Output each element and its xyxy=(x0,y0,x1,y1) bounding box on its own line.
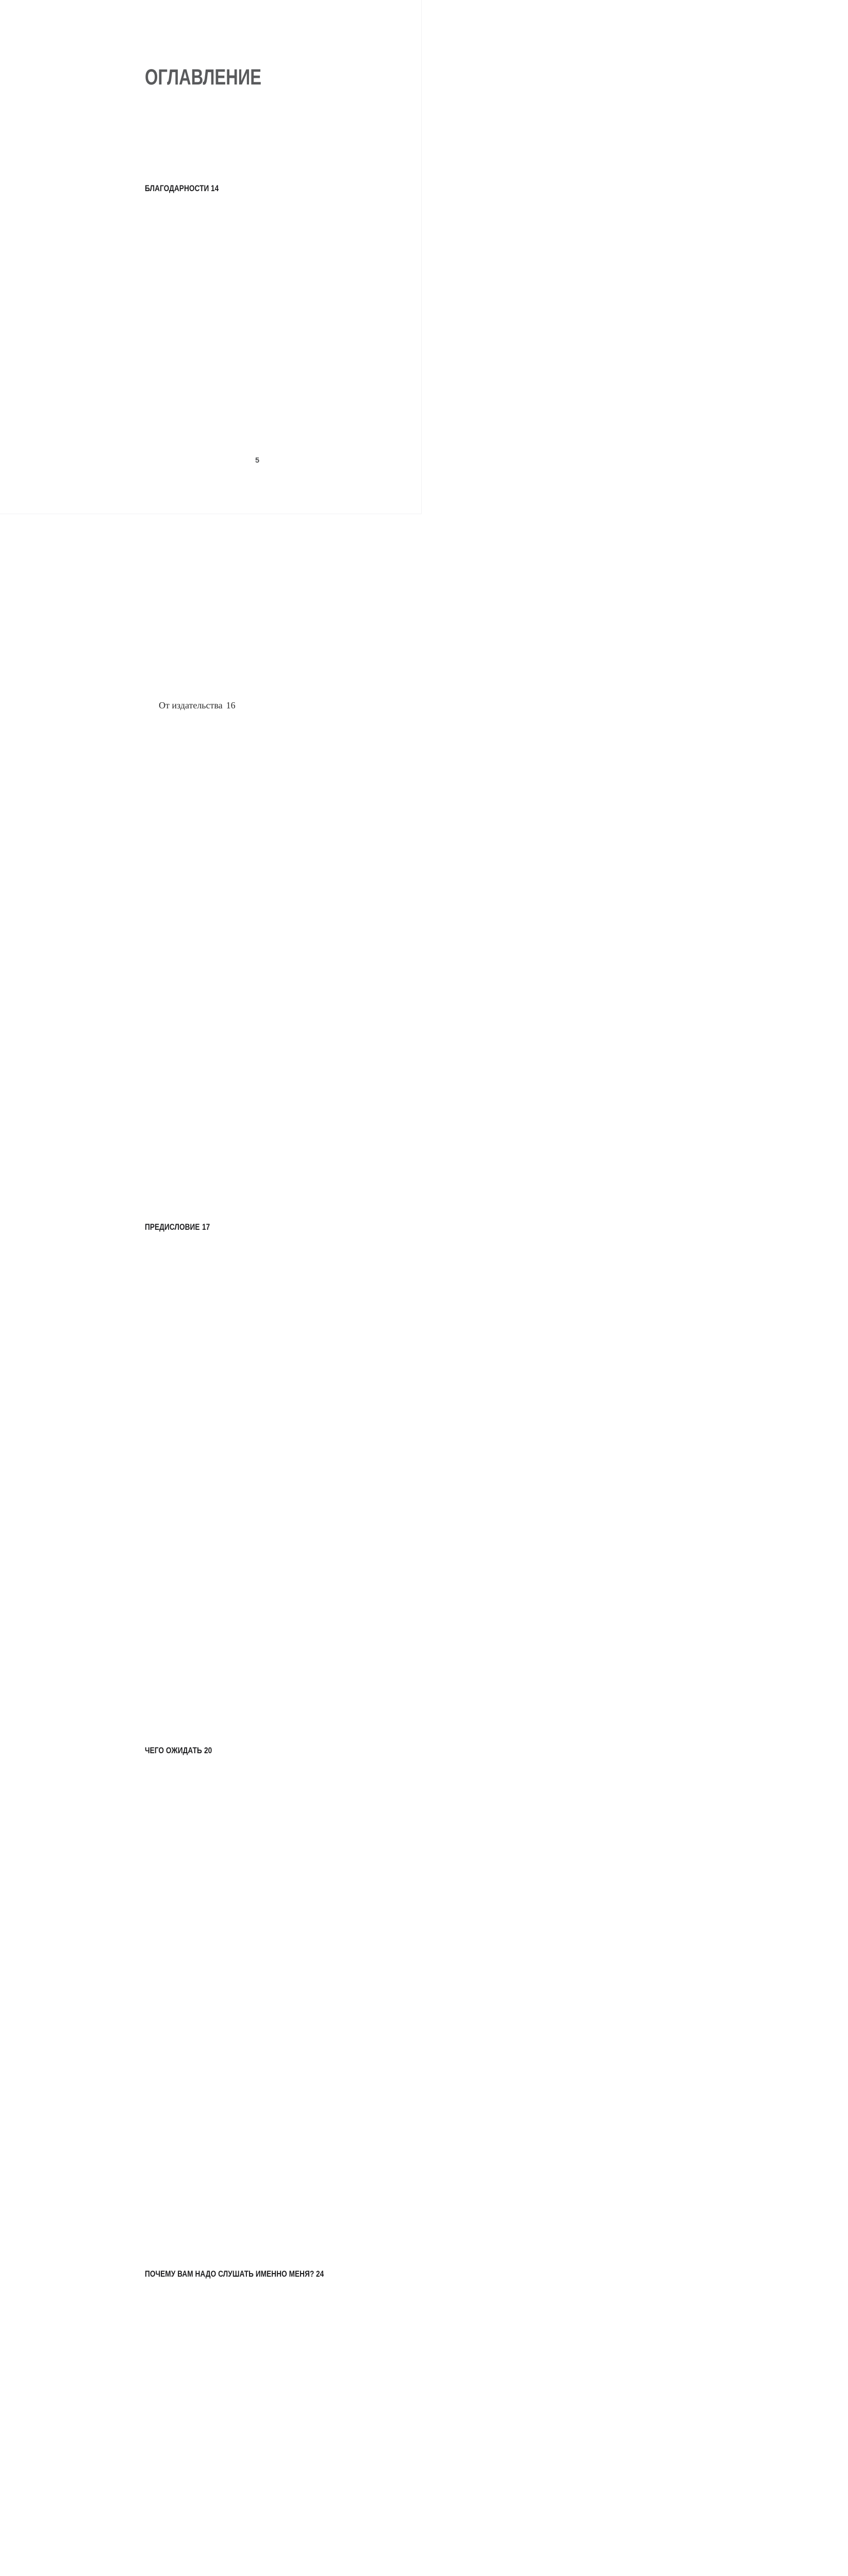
toc-entry-label: ЧЕГО ОЖИДАТЬ xyxy=(145,1745,202,1755)
page-title-text: ОГЛАВЛЕНИЕ xyxy=(145,65,262,90)
toc-entry xyxy=(145,183,370,699)
toc-entry-page-number: 16 xyxy=(226,699,742,1214)
page-title xyxy=(145,66,261,89)
toc-entry-label: БЛАГОДАРНОСТИ xyxy=(145,183,209,193)
toc-entry-label: ПРЕДИСЛОВИЕ xyxy=(145,1222,200,1232)
toc-entry-page-number: 14 xyxy=(211,183,623,699)
page-edge-right xyxy=(421,0,422,514)
toc-entry-label: ПОЧЕМУ ВАМ НАДО СЛУШАТЬ ИМЕННО МЕНЯ? xyxy=(145,2269,314,2279)
toc-list xyxy=(145,183,370,2576)
toc-entry xyxy=(145,1222,370,1737)
toc-entry xyxy=(145,699,370,1214)
toc-entry xyxy=(145,1745,370,2261)
toc-entry-label: От издательства xyxy=(159,700,223,710)
folio-page-number: 5 xyxy=(255,456,260,465)
toc-entry-page-number: 24 xyxy=(316,2269,728,2576)
toc-entry xyxy=(145,2269,370,2576)
toc-entry-page-number: 20 xyxy=(204,1745,617,2261)
toc-entry-page-number: 17 xyxy=(202,1222,614,1737)
